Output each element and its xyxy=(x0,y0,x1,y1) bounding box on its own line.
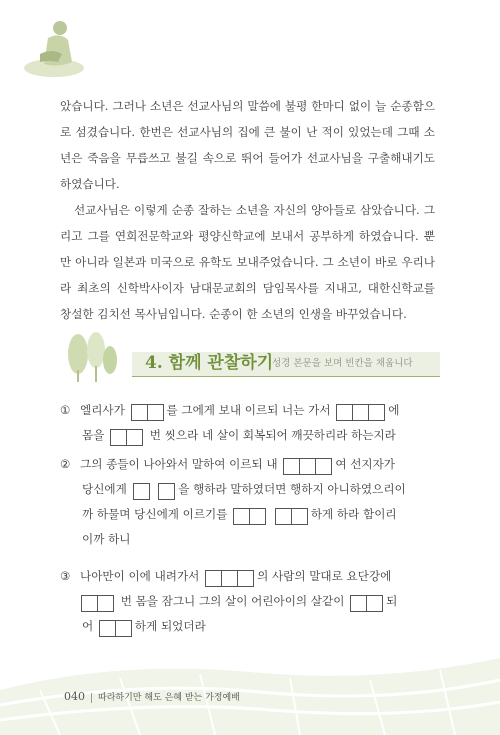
blank-group[interactable] xyxy=(276,503,308,527)
blank-group[interactable] xyxy=(234,503,266,527)
blank-box[interactable] xyxy=(237,570,254,587)
blank-box[interactable] xyxy=(291,508,308,525)
blank-group[interactable] xyxy=(159,478,175,502)
section-subtitle: 성경 본문을 보며 빈칸을 채웁니다 xyxy=(272,358,413,369)
footer-divider xyxy=(91,693,92,703)
blank-group[interactable] xyxy=(337,399,385,423)
blank-box[interactable] xyxy=(126,429,143,446)
blank-box[interactable] xyxy=(131,404,148,421)
blank-box[interactable] xyxy=(110,429,127,446)
blank-box[interactable] xyxy=(205,570,222,587)
question-text: 에 xyxy=(388,403,400,417)
question-text: 하게 하라 함이리 xyxy=(310,507,397,521)
question-text: 하게 되었더라 xyxy=(134,619,206,633)
section-title: 4. 함께 관찰하기 xyxy=(145,353,274,373)
blank-box[interactable] xyxy=(81,595,98,612)
question-text: 나아만이 이에 내려가서 xyxy=(80,569,200,583)
trees-icon xyxy=(60,332,130,384)
blank-group[interactable] xyxy=(132,399,164,423)
book-title: 따라하기만 해도 은혜 받는 가정예배 xyxy=(98,693,240,703)
reading-figure-illustration xyxy=(18,10,90,82)
blank-box[interactable] xyxy=(221,570,238,587)
question-text: 까 하물며 당신에게 이르기를 xyxy=(82,507,228,521)
blank-box[interactable] xyxy=(352,404,369,421)
blank-group[interactable] xyxy=(134,478,150,502)
blank-box[interactable] xyxy=(99,620,116,637)
blank-group[interactable] xyxy=(284,453,332,477)
blank-box[interactable] xyxy=(115,620,132,637)
question-text: 번 씻으라 네 살이 회복되어 깨끗하리라 하는지라 xyxy=(149,428,396,442)
blank-box[interactable] xyxy=(315,458,332,475)
question-text: 몸을 xyxy=(82,428,105,442)
section-divider xyxy=(132,376,440,377)
blank-box[interactable] xyxy=(336,404,353,421)
question-text: 이까 하니 xyxy=(82,532,131,546)
question-1 xyxy=(60,398,440,448)
blank-box[interactable] xyxy=(366,595,383,612)
blank-box[interactable] xyxy=(158,483,175,500)
blank-box[interactable] xyxy=(233,508,250,525)
blank-box[interactable] xyxy=(97,595,114,612)
question-text: 당신에게 xyxy=(82,482,127,496)
question-text: 번 몸을 잠그니 그의 살이 어린아이의 살같이 xyxy=(120,594,345,608)
question-3 xyxy=(60,564,440,639)
question-text: 의 사람의 말대로 요단강에 xyxy=(257,569,392,583)
blank-box[interactable] xyxy=(368,404,385,421)
question-text: 엘리사가 xyxy=(80,403,125,417)
question-text: 여 선지자가 xyxy=(335,457,395,471)
page-footer xyxy=(64,690,240,703)
section-header xyxy=(60,340,440,390)
blank-box[interactable] xyxy=(350,595,367,612)
blank-box[interactable] xyxy=(283,458,300,475)
question-2 xyxy=(60,452,440,551)
blank-group[interactable] xyxy=(111,424,143,448)
question-number: ③ xyxy=(60,569,71,583)
question-text: 을 행하라 말하였더면 행하지 아니하였으리이 xyxy=(178,482,406,496)
question-text: 를 그에게 보내 이르되 너는 가서 xyxy=(166,403,331,417)
blank-group[interactable] xyxy=(100,615,132,639)
question-text: 어 xyxy=(82,619,94,633)
blank-group[interactable] xyxy=(351,590,383,614)
story-paragraph-2: 선교사님은 이렇게 순종 잘하는 소년을 자신의 양아들로 삼았습니다. 그리고 그를 연희전문학교와 평양신학교에 보내서 공부하게 하였습니다. 뿐만 아니라 일본과 미국으로 유학도 보내주었습니다. 그 소년이 바로 우리나라 최초의 신학박사이자 남대문교회의 담임목사를 지내고, 대한신학교를 창설한 김치선 목사님입니다. 순종이 한 소년의 인생을 바꾸었습니다. xyxy=(60,203,435,321)
question-text: 되 xyxy=(386,594,398,608)
blank-box[interactable] xyxy=(147,404,164,421)
story-paragraph-1: 았습니다. 그러나 소년은 선교사님의 말씀에 불평 한마디 없이 늘 순종함으로 섬겼습니다. 한번은 선교사님의 집에 큰 불이 난 적이 있었는데 그때 소년은 죽음을 무릅쓰고 불길 속으로 뛰어 들어가 선교사님을 구출해내기도 하였습니다. xyxy=(60,99,435,191)
question-text: 그의 종들이 나아와서 말하여 이르되 내 xyxy=(80,457,278,471)
blank-box[interactable] xyxy=(299,458,316,475)
question-number: ① xyxy=(60,403,71,417)
question-number: ② xyxy=(60,457,71,471)
blank-group[interactable] xyxy=(82,590,114,614)
blank-box[interactable] xyxy=(133,483,150,500)
blank-group[interactable] xyxy=(206,565,254,589)
page-number: 040 xyxy=(64,690,85,703)
blank-box[interactable] xyxy=(249,508,266,525)
blank-box[interactable] xyxy=(275,508,292,525)
